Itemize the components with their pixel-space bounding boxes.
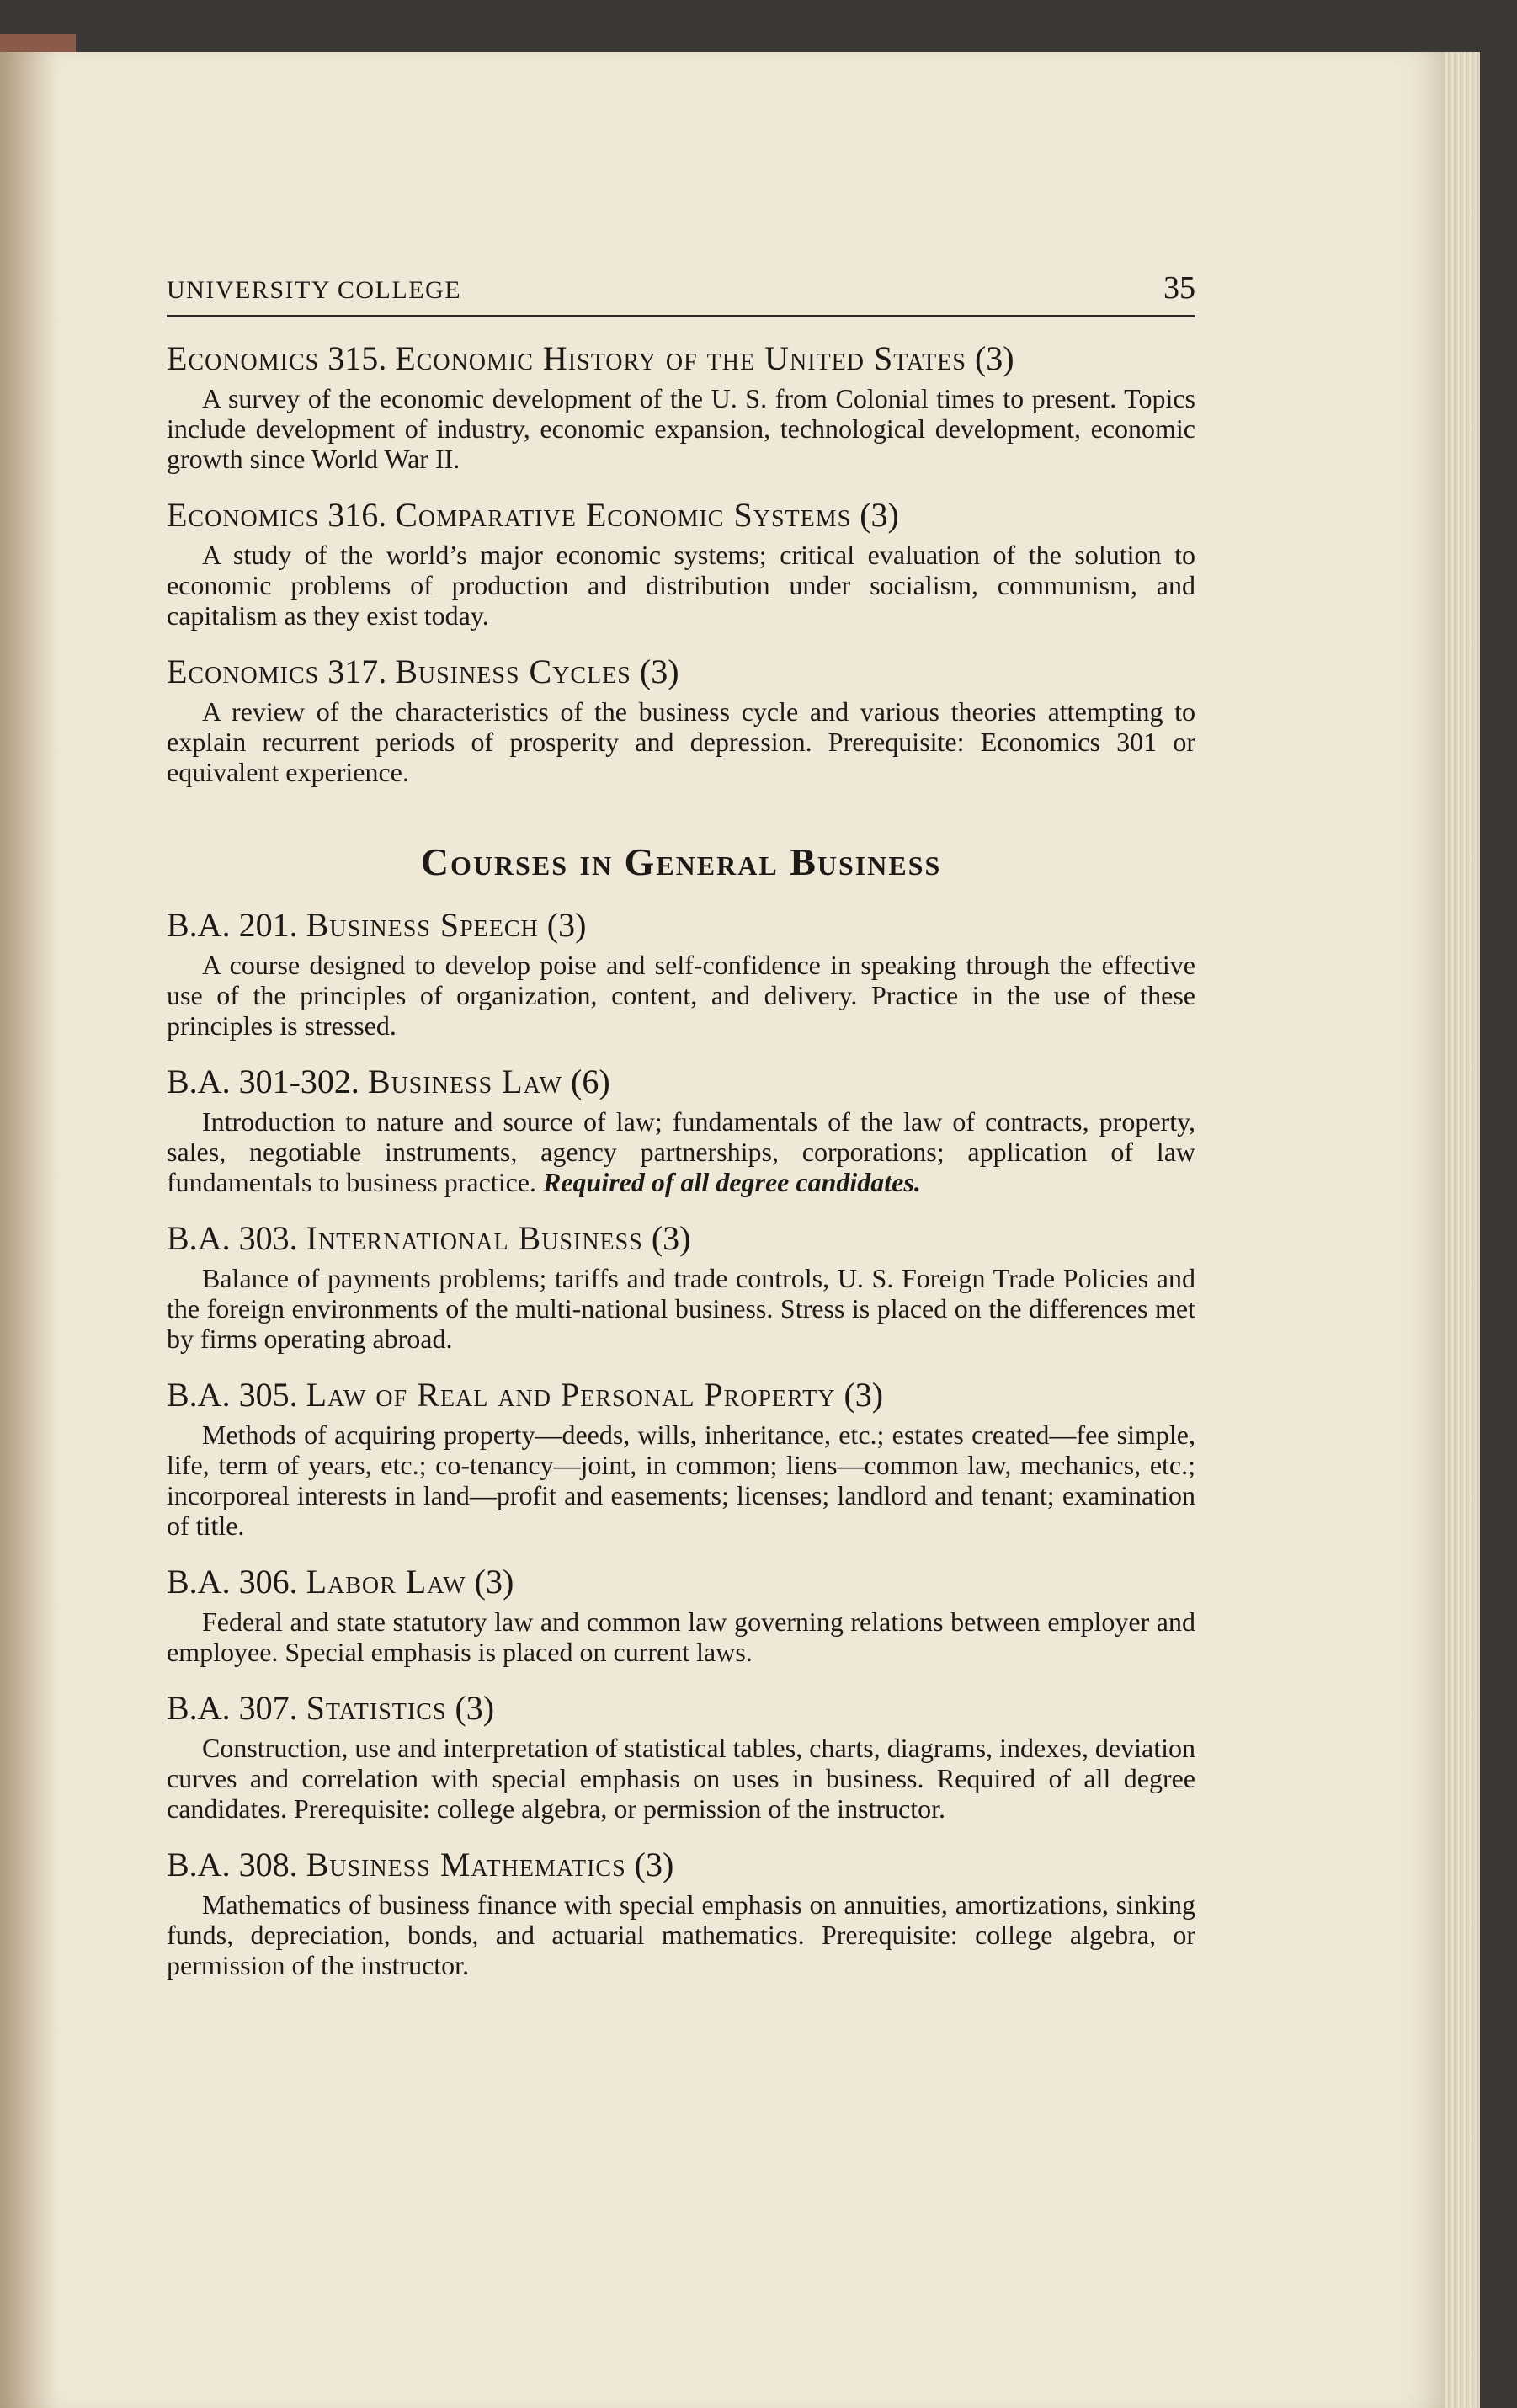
course-name: International Business — [306, 1219, 643, 1257]
page-number: 35 — [1163, 270, 1195, 306]
course-credits: (3) — [974, 339, 1014, 377]
course-number: 301-302. — [238, 1063, 359, 1100]
course-entry — [167, 653, 1195, 787]
course-title — [167, 1219, 1195, 1258]
course-credits: (3) — [455, 1689, 495, 1727]
course-title — [167, 496, 1195, 535]
course-name: Business Mathematics — [306, 1846, 626, 1883]
course-title — [167, 1376, 1195, 1414]
course-prefix: Economics — [167, 339, 320, 377]
course-prefix: B.A. — [167, 1376, 231, 1414]
course-description: Balance of payments problems; tariffs and trade controls, U. S. Foreign Trade Policies and the foreign environments of the multi-national business. Stress is placed on the differences met by firms operating abroad. — [167, 1263, 1195, 1354]
page-edges — [1445, 52, 1480, 2408]
course-prefix: Economics — [167, 496, 320, 534]
course-name: Economic History of the United States — [395, 339, 966, 377]
course-title — [167, 1563, 1195, 1601]
course-credits: (3) — [844, 1376, 884, 1414]
course-entry — [167, 906, 1195, 1041]
course-description-text: Introduction to nature and source of law; fundamentals of the law of contracts, property, sales, negotiable instruments, agency partnerships, corporations; application of law fundamentals to business practice. — [167, 1106, 1195, 1197]
course-title — [167, 1063, 1195, 1101]
course-name: Business Cycles — [395, 653, 631, 690]
course-name: Law of Real and Personal Property — [306, 1376, 836, 1414]
course-entry — [167, 1846, 1195, 1980]
course-number: 316. — [327, 496, 387, 534]
course-number: 307. — [238, 1689, 298, 1727]
course-entry — [167, 1689, 1195, 1824]
course-number: 306. — [238, 1563, 298, 1601]
course-credits: (3) — [546, 906, 587, 944]
course-title — [167, 1846, 1195, 1884]
course-credits: (3) — [639, 653, 679, 690]
course-prefix: B.A. — [167, 1689, 231, 1727]
course-prefix: B.A. — [167, 1219, 231, 1257]
page-gutter-shadow — [0, 52, 59, 2408]
course-title — [167, 1689, 1195, 1728]
course-prefix: B.A. — [167, 1846, 231, 1883]
course-credits: (3) — [860, 496, 899, 534]
section-heading: Courses in General Business — [420, 840, 942, 883]
course-prefix: Economics — [167, 653, 320, 690]
course-credits: (3) — [474, 1563, 514, 1601]
course-credits: (6) — [571, 1063, 610, 1100]
course-name: Comparative Economic Systems — [395, 496, 852, 534]
course-prefix: B.A. — [167, 906, 231, 944]
course-description: Methods of acquiring property—deeds, wills, inheritance, etc.; estates created—fee simple, life, term of years, etc.; co-tenancy—joint, in common; liens—common law, mechanics, etc.; incorporeal interests in land—profit and easements; licenses; landlord and tenant; examination of title. — [167, 1420, 1195, 1541]
course-description: Mathematics of business finance with special emphasis on annuities, amortizations, sinking funds, depreciation, bonds, and actuarial mathematics. Prerequisite: college algebra, or permission of the instructor. — [167, 1889, 1195, 1980]
course-credits: (3) — [651, 1219, 691, 1257]
running-header-title: UNIVERSITY COLLEGE — [167, 276, 462, 304]
course-description: A survey of the economic development of the U. S. from Colonial times to present. Topics include development of industry, economic expansion, technological development, economic growth since World War II. — [167, 383, 1195, 474]
course-entry — [167, 1376, 1195, 1541]
course-name: Business Law — [367, 1063, 563, 1100]
course-prefix: B.A. — [167, 1563, 231, 1601]
course-entry — [167, 1563, 1195, 1667]
course-number: 315. — [327, 339, 387, 377]
course-description: A review of the characteristics of the business cycle and various theories attempting to explain recurrent periods of prosperity and depression. Prerequisite: Economics 301 or equivalent experience. — [167, 696, 1195, 787]
business-courses — [167, 906, 1195, 1980]
course-number: 201. — [238, 906, 298, 944]
course-title — [167, 906, 1195, 945]
course-name: Business Speech — [306, 906, 539, 944]
course-number: 308. — [238, 1846, 298, 1883]
course-number: 303. — [238, 1219, 298, 1257]
course-description — [167, 1106, 1195, 1197]
course-description: Federal and state statutory law and common law governing relations between employer and employee. Special emphasis is placed on current laws. — [167, 1606, 1195, 1667]
course-description: A study of the world’s major economic systems; critical evaluation of the solution to economic problems of production and distribution under socialism, communism, and capitalism as they exist today. — [167, 540, 1195, 631]
page-content — [167, 269, 1195, 1980]
course-description: Construction, use and interpretation of statistical tables, charts, diagrams, indexes, deviation curves and correlation with special emphasis on uses in business. Required of all degree candidates. Prerequisite: college algebra, or permission of the instructor. — [167, 1733, 1195, 1824]
course-number: 305. — [238, 1376, 298, 1414]
course-entry — [167, 496, 1195, 631]
course-entry — [167, 339, 1195, 474]
book-cover-edge — [0, 34, 76, 52]
course-entry — [167, 1063, 1195, 1197]
course-credits: (3) — [634, 1846, 674, 1883]
course-requirement-note: Required of all degree candidates. — [542, 1167, 921, 1197]
running-header — [167, 269, 1195, 317]
course-name: Labor Law — [306, 1563, 466, 1601]
course-prefix: B.A. — [167, 1063, 231, 1100]
course-title — [167, 653, 1195, 691]
economics-courses — [167, 339, 1195, 787]
course-title — [167, 339, 1195, 378]
course-entry — [167, 1219, 1195, 1354]
course-number: 317. — [327, 653, 387, 690]
course-name: Statistics — [306, 1689, 447, 1727]
course-description: A course designed to develop poise and self-confidence in speaking through the effective use of the principles of organization, content, and delivery. Practice in the use of these principles is stressed. — [167, 950, 1195, 1041]
